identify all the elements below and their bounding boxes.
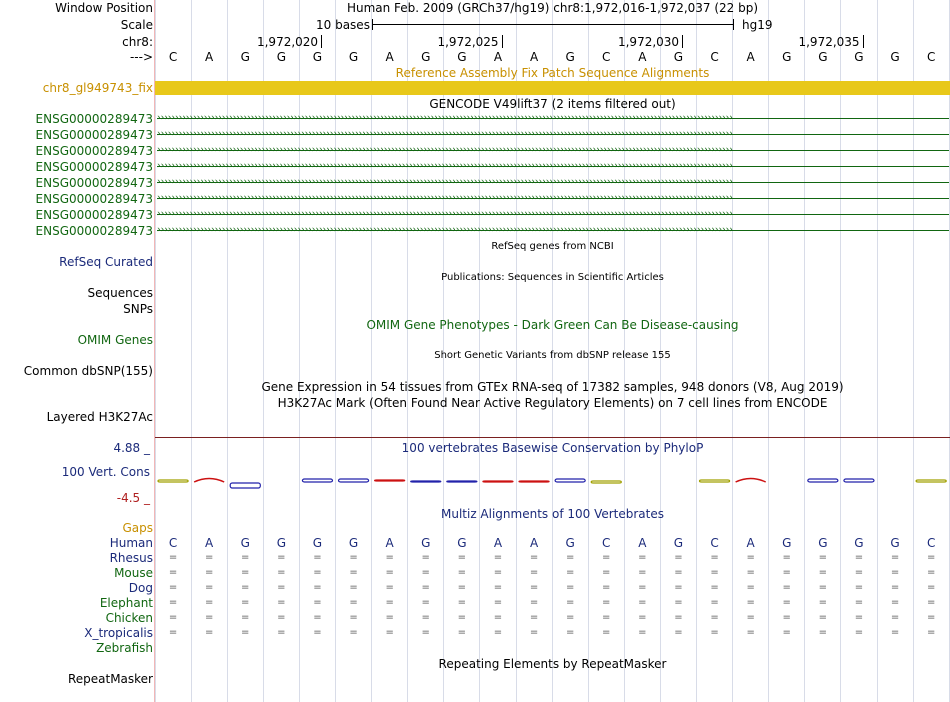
- human-base: G: [854, 536, 864, 550]
- human-base: G: [312, 536, 323, 550]
- alignment-match: =: [926, 582, 936, 593]
- alignment-match: =: [349, 582, 358, 593]
- alignment-match: =: [602, 567, 611, 578]
- alignment-match: =: [204, 627, 214, 638]
- alignment-match: =: [204, 552, 214, 563]
- sequence-base: G: [240, 50, 250, 64]
- alignment-match: =: [638, 627, 647, 638]
- strand-arrows: ››››››››››››››››››››››››››››››››››››››››››››››››››››››››››››››››››››››››››››››››››››››››››››››››››››››››››››››››››››››››››››››››››››››››››››››››››››››››››››››››: [157, 177, 733, 187]
- sequence-base: G: [312, 50, 323, 64]
- alignment-match: =: [493, 582, 503, 593]
- alignment-match: =: [565, 612, 575, 623]
- alignment-match: =: [457, 627, 467, 638]
- human-base: A: [638, 536, 647, 550]
- alignment-match: =: [241, 567, 250, 578]
- alignment-match: =: [890, 627, 900, 638]
- human-base: A: [493, 536, 503, 550]
- alignment-match: =: [565, 567, 575, 578]
- human-base: C: [168, 536, 178, 550]
- strand-arrows: ››››››››››››››››››››››››››››››››››››››››››››››››››››››››››››››››››››››››››››››››››››››››››››››››››››››››››››››››››››››››››››››››››››››››››››››››››››››››››››››››: [157, 145, 733, 155]
- alignment-match: =: [421, 567, 430, 578]
- alignment-match: =: [313, 627, 322, 638]
- alignment-match: =: [168, 597, 178, 608]
- position-label: 1,972,020: [256, 35, 319, 49]
- sequence-base: G: [457, 50, 467, 64]
- dbsnp-label[interactable]: Common dbSNP(155): [23, 364, 153, 378]
- alignment-match: =: [638, 582, 647, 593]
- phylop-score-mark: [375, 480, 405, 481]
- alignment-match: =: [602, 612, 611, 623]
- alignment-match: =: [385, 612, 394, 623]
- omim-track-title: OMIM Gene Phenotypes - Dark Green Can Be Disease-causing: [366, 318, 739, 332]
- alignment-match: =: [602, 552, 611, 563]
- alignment-match: =: [926, 612, 936, 623]
- alignment-match: =: [746, 597, 755, 608]
- human-base: G: [457, 536, 467, 550]
- alignment-match: =: [818, 612, 828, 623]
- alignment-match: =: [674, 597, 683, 608]
- publications-label-snps[interactable]: SNPs: [123, 302, 153, 316]
- phylop-min: -4.5 _: [116, 491, 150, 505]
- alignment-match: =: [277, 582, 286, 593]
- alignment-match: =: [168, 567, 178, 578]
- h3k27ac-track-title: H3K27Ac Mark (Often Found Near Active Regulatory Elements) on 7 cell lines from ENCODE: [277, 396, 828, 410]
- alignment-match: =: [493, 627, 503, 638]
- sequence-base: C: [602, 50, 611, 64]
- phylop-score-mark: [483, 481, 513, 482]
- alignment-match: =: [313, 567, 322, 578]
- human-base: A: [385, 536, 394, 550]
- strand-arrows: ››››››››››››››››››››››››››››››››››››››››››››››››››››››››››››››››››››››››››››››››››››››››››››››››››››››››››››››››››››››››››››››››››››››››››››››››››››››››››››››››: [157, 193, 733, 203]
- alignment-match: =: [277, 597, 286, 608]
- alignment-match: =: [421, 552, 430, 563]
- gencode-item-label[interactable]: ENSG00000289473: [35, 176, 153, 190]
- alignment-match: =: [638, 612, 647, 623]
- alignment-match: =: [421, 582, 430, 593]
- gencode-track-title: GENCODE V49lift37 (2 items filtered out): [429, 97, 676, 111]
- alignment-match: =: [241, 597, 250, 608]
- dbsnp-track-title: Short Genetic Variants from dbSNP release 155: [434, 350, 671, 361]
- species-label-mouse[interactable]: Mouse: [114, 566, 153, 580]
- alignment-match: =: [241, 582, 250, 593]
- repeatmasker-label[interactable]: RepeatMasker: [67, 672, 153, 686]
- phylop-score-mark: [194, 479, 224, 483]
- alignment-match: =: [710, 627, 719, 638]
- human-base: G: [565, 536, 575, 550]
- alignment-match: =: [782, 627, 791, 638]
- alignment-match: =: [710, 552, 719, 563]
- alignment-match: =: [457, 582, 467, 593]
- alignment-match: =: [385, 597, 394, 608]
- strand-arrows: ››››››››››››››››››››››››››››››››››››››››››››››››››››››››››››››››››››››››››››››››››››››››››››››››››››››››››››››››››››››››››››››››››››››››››››››››››››››››››››››››: [157, 209, 733, 219]
- species-label-chicken[interactable]: Chicken: [105, 611, 153, 625]
- alignment-match: =: [457, 612, 467, 623]
- alignment-match: =: [674, 612, 683, 623]
- phylop-label[interactable]: 100 Vert. Cons: [61, 465, 150, 479]
- alignment-match: =: [457, 597, 467, 608]
- alignment-match: =: [313, 582, 322, 593]
- alignment-match: =: [313, 552, 322, 563]
- alignment-match: =: [277, 612, 286, 623]
- position-label: 1,972,025: [437, 35, 499, 49]
- alignment-match: =: [710, 567, 719, 578]
- sequence-base: G: [890, 50, 900, 64]
- alignment-match: =: [602, 597, 611, 608]
- alignment-match: =: [457, 567, 467, 578]
- alignment-match: =: [349, 612, 358, 623]
- alignment-match: =: [854, 567, 864, 578]
- fix-patch-label[interactable]: chr8_gl949743_fix: [42, 81, 153, 95]
- sequence-base: C: [710, 50, 719, 64]
- scale-label: Scale: [120, 18, 153, 32]
- alignment-match: =: [277, 552, 286, 563]
- alignment-match: =: [277, 627, 286, 638]
- alignment-match: =: [385, 567, 394, 578]
- alignment-match: =: [782, 612, 791, 623]
- phylop-score-mark: [339, 479, 369, 482]
- human-base: G: [276, 536, 286, 550]
- alignment-match: =: [674, 552, 683, 563]
- alignment-match: =: [746, 567, 755, 578]
- phylop-track-title: 100 vertebrates Basewise Conservation by PhyloP: [401, 441, 704, 455]
- species-label-human[interactable]: Human: [109, 536, 153, 550]
- species-label-dog[interactable]: Dog: [128, 581, 153, 595]
- alignment-match: =: [926, 567, 936, 578]
- alignment-match: =: [168, 552, 178, 563]
- alignment-match: =: [926, 597, 936, 608]
- alignment-match: =: [168, 582, 178, 593]
- alignment-match: =: [241, 612, 250, 623]
- sequence-base: G: [673, 50, 684, 64]
- alignment-match: =: [493, 552, 503, 563]
- publications-label-sequences[interactable]: Sequences: [87, 286, 153, 300]
- phylop-score-mark: [230, 483, 260, 488]
- phylop-score-mark: [447, 481, 477, 482]
- alignment-match: =: [818, 597, 828, 608]
- alignment-match: =: [818, 567, 828, 578]
- sequence-base: G: [854, 50, 864, 64]
- alignment-match: =: [602, 582, 611, 593]
- alignment-match: =: [565, 582, 575, 593]
- phylop-score-mark: [302, 479, 332, 482]
- alignment-match: =: [241, 552, 250, 563]
- alignment-match: =: [746, 582, 755, 593]
- alignment-match: =: [168, 612, 178, 623]
- window-position-label: Window Position: [55, 1, 153, 15]
- strand-arrows: ››››››››››››››››››››››››››››››››››››››››››››››››››››››››››››››››››››››››››››››››››››››››››››››››››››››››››››››››››››››››››››››››››››››››››››››››››››››››››››››››: [157, 129, 733, 139]
- alignment-match: =: [529, 552, 539, 563]
- alignment-match: =: [349, 552, 358, 563]
- sequence-base: G: [818, 50, 828, 64]
- alignment-match: =: [746, 552, 755, 563]
- alignment-match: =: [421, 627, 430, 638]
- human-base: C: [926, 536, 936, 550]
- alignment-match: =: [529, 597, 539, 608]
- alignment-match: =: [638, 597, 647, 608]
- alignment-match: =: [493, 612, 503, 623]
- alignment-match: =: [565, 552, 575, 563]
- alignment-match: =: [313, 597, 322, 608]
- human-base: A: [205, 536, 214, 550]
- sequence-base: A: [746, 50, 755, 64]
- human-base: G: [673, 536, 684, 550]
- species-label-x-tropicalis[interactable]: X_tropicalis: [84, 626, 153, 640]
- alignment-match: =: [241, 627, 250, 638]
- refseq-track-title: RefSeq genes from NCBI: [491, 241, 614, 252]
- alignment-match: =: [782, 552, 791, 563]
- alignment-match: =: [926, 627, 936, 638]
- human-base: C: [710, 536, 719, 550]
- gencode-item-label[interactable]: ENSG00000289473: [35, 224, 153, 238]
- alignment-match: =: [204, 612, 214, 623]
- gencode-item-label[interactable]: ENSG00000289473: [35, 112, 153, 126]
- alignment-match: =: [638, 567, 647, 578]
- alignment-match: =: [890, 567, 900, 578]
- scale-value: 10 bases: [316, 18, 370, 32]
- phylop-score-mark: [591, 481, 621, 483]
- phylop-score-mark: [700, 480, 730, 482]
- human-base: G: [890, 536, 900, 550]
- human-base: G: [782, 536, 792, 550]
- gencode-item-label[interactable]: ENSG00000289473: [35, 208, 153, 222]
- sequence-base: G: [348, 50, 359, 64]
- strand-arrows: ››››››››››››››››››››››››››››››››››››››››››››››››››››››››››››››››››››››››››››››››››››››››››››››››››››››››››››››››››››››››››››››››››››››››››››››››››››››››››››››››: [157, 225, 733, 235]
- alignment-match: =: [890, 597, 900, 608]
- omim-label[interactable]: OMIM Genes: [77, 333, 153, 347]
- gencode-item-label[interactable]: ENSG00000289473: [35, 192, 153, 206]
- alignment-match: =: [565, 627, 575, 638]
- sequence-base: G: [276, 50, 286, 64]
- alignment-match: =: [385, 582, 394, 593]
- alignment-match: =: [349, 627, 358, 638]
- alignment-match: =: [204, 582, 214, 593]
- strand-arrows: ››››››››››››››››››››››››››››››››››››››››››››››››››››››››››››››››››››››››››››››››››››››››››››››››››››››››››››››››››››››››››››››››››››››››››››››››››››››››››››››››: [157, 161, 733, 171]
- alignment-match: =: [818, 627, 828, 638]
- sequence-base: G: [421, 50, 431, 64]
- alignment-match: =: [493, 567, 503, 578]
- alignment-match: =: [529, 582, 539, 593]
- alignment-match: =: [710, 582, 719, 593]
- refseq-label[interactable]: RefSeq Curated: [59, 255, 153, 269]
- human-base: A: [529, 536, 539, 550]
- alignment-match: =: [818, 552, 828, 563]
- alignment-match: =: [890, 582, 900, 593]
- phylop-score-mark: [555, 479, 585, 482]
- alignment-match: =: [854, 582, 864, 593]
- alignment-match: =: [421, 597, 430, 608]
- phylop-score-mark: [844, 479, 874, 482]
- human-base: G: [421, 536, 431, 550]
- alignment-match: =: [710, 612, 719, 623]
- phylop-score-mark: [411, 481, 441, 482]
- alignment-match: =: [349, 597, 358, 608]
- multiz-track-title: Multiz Alignments of 100 Vertebrates: [440, 507, 665, 521]
- human-base: G: [348, 536, 359, 550]
- alignment-match: =: [421, 612, 430, 623]
- alignment-match: =: [638, 552, 647, 563]
- phylop-score-mark: [736, 479, 766, 483]
- gtex-track-title: Gene Expression in 54 tissues from GTEx RNA-seq of 17382 samples, 948 donors (V8, Aug 2019): [261, 380, 844, 394]
- sequence-base: G: [782, 50, 792, 64]
- sequence-base: C: [168, 50, 178, 64]
- alignment-match: =: [385, 552, 394, 563]
- gaps-label[interactable]: Gaps: [122, 521, 153, 535]
- species-label-elephant[interactable]: Elephant: [99, 596, 153, 610]
- alignment-match: =: [746, 612, 755, 623]
- alignment-match: =: [674, 582, 683, 593]
- sequence-base: A: [205, 50, 214, 64]
- sequence-base: A: [638, 50, 647, 64]
- sequence-base: A: [385, 50, 394, 64]
- species-label-zebrafish[interactable]: Zebrafish: [96, 641, 153, 655]
- alignment-match: =: [457, 552, 467, 563]
- phylop-score-mark: [519, 481, 549, 482]
- fix-patch-track-title: Reference Assembly Fix Patch Sequence Alignments: [395, 66, 710, 80]
- alignment-match: =: [529, 612, 539, 623]
- alignment-match: =: [890, 552, 900, 563]
- alignment-match: =: [782, 597, 791, 608]
- alignment-match: =: [313, 612, 322, 623]
- alignment-match: =: [854, 612, 864, 623]
- alignment-match: =: [529, 627, 539, 638]
- phylop-score-mark: [808, 479, 838, 482]
- alignment-match: =: [854, 552, 864, 563]
- position-label: 1,972,030: [617, 35, 680, 49]
- chrom-label: chr8:: [122, 35, 153, 49]
- human-base: G: [818, 536, 828, 550]
- species-label-rhesus[interactable]: Rhesus: [109, 551, 153, 565]
- alignment-match: =: [204, 567, 214, 578]
- alignment-match: =: [674, 567, 683, 578]
- scale-db: hg19: [742, 18, 773, 32]
- alignment-match: =: [277, 567, 286, 578]
- alignment-match: =: [854, 627, 864, 638]
- publications-track-title: Publications: Sequences in Scientific Articles: [441, 272, 664, 283]
- sequence-base: A: [493, 50, 503, 64]
- human-base: A: [746, 536, 755, 550]
- sequence-base: C: [926, 50, 936, 64]
- alignment-match: =: [782, 567, 791, 578]
- alignment-match: =: [204, 597, 214, 608]
- alignment-match: =: [529, 567, 539, 578]
- alignment-match: =: [890, 612, 900, 623]
- alignment-match: =: [168, 627, 178, 638]
- position-label: 1,972,035: [798, 35, 860, 49]
- alignment-match: =: [782, 582, 791, 593]
- human-base: G: [240, 536, 250, 550]
- window-position-value: Human Feb. 2009 (GRCh37/hg19) chr8:1,972,016-1,972,037 (22 bp): [346, 1, 759, 15]
- sequence-base: A: [529, 50, 539, 64]
- alignment-match: =: [710, 597, 719, 608]
- gencode-item-label[interactable]: ENSG00000289473: [35, 144, 153, 158]
- alignment-match: =: [385, 627, 394, 638]
- phylop-score-mark: [158, 480, 188, 482]
- alignment-match: =: [493, 597, 503, 608]
- gencode-item-label[interactable]: ENSG00000289473: [35, 160, 153, 174]
- strand-arrows: ››››››››››››››››››››››››››››››››››››››››››››››››››››››››››››››››››››››››››››››››››››››››››››››››››››››››››››››››››››››››››››››››››››››››››››››››››››››››››››››››: [157, 113, 733, 123]
- strand-label: --->: [129, 50, 153, 64]
- phylop-score-mark: [916, 480, 946, 482]
- sequence-base: G: [565, 50, 575, 64]
- alignment-match: =: [674, 627, 683, 638]
- gencode-item-label[interactable]: ENSG00000289473: [35, 128, 153, 142]
- alignment-match: =: [349, 567, 358, 578]
- human-base: C: [602, 536, 611, 550]
- alignment-match: =: [746, 627, 755, 638]
- alignment-match: =: [818, 582, 828, 593]
- h3k27ac-label[interactable]: Layered H3K27Ac: [46, 410, 153, 424]
- alignment-match: =: [565, 597, 575, 608]
- repeatmasker-track-title: Repeating Elements by RepeatMasker: [438, 657, 667, 671]
- alignment-match: =: [926, 552, 936, 563]
- phylop-max: 4.88 _: [113, 441, 150, 455]
- alignment-match: =: [602, 627, 611, 638]
- alignment-match: =: [854, 597, 864, 608]
